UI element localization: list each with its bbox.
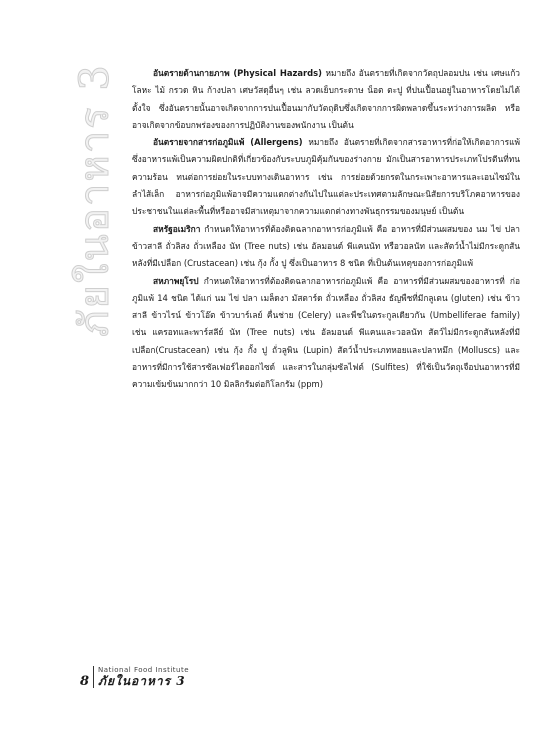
side-watermark-text: ภัยในอาหาร 3: [72, 63, 119, 337]
paragraph-allergens: [132, 134, 520, 220]
paragraph-text: หมายถึง อันตรายที่เกิดจากสารอาหารที่ก่อให้เกิดอาการแพ้ ซึ่งอาหารแพ้เป็นความผิดปกติที่เกี่ยวข้องกับระบบภูมิคุ้มกันของร่างกาย มักเป็นสารอาหารประเภทโปรตีนที่ทนความร้อน ทนต่อการย่อยในระบบทางเดินอาหาร เช่น การย่อยด้วยกรดในกระเพาะอาหารและเอนไซม์ในลำไส้เล็ก อาหารก่อภูมิแพ้อาจมีความแตกต่างกันไปในแต่ละประเทศตามลักษณะนิสัยการบริโภคอาหารของประชาชนในแต่ละพื้นที่หรืออาจมีสาเหตุมาจากความแตกต่างทางพันธุกรรมของมนุษย์ เป็นต้น: [132, 137, 520, 217]
paragraph-heading: อันตรายด้านกายภาพ (Physical Hazards): [153, 68, 322, 78]
article-body: [132, 65, 520, 394]
paragraph-text: กำหนดให้อาหารที่ต้องติดฉลากอาหารก่อภูมิแพ้ คือ อาหารที่มีส่วนผสมของ นม ไข่ ปลา ข้าวสาลี ถั่วลิสง ถั่วเหลือง นัท (Tree nuts) เช่น อัลมอนด์ พีแคนนัท หรือวอลนัท และสัตว์น้ำไม่มีกระดูกสันหลังที่มีเปลือก (Crustacean) เช่น กุ้ง กั้ง ปู ซึ่งเป็นอาหาร 8 ชนิด ที่เป็นต้นเหตุของการก่อภูมิแพ้: [132, 223, 520, 269]
paragraph-eu: [132, 273, 520, 394]
paragraph-usa: [132, 221, 520, 273]
footer-divider: [93, 666, 94, 688]
paragraph-heading: อันตรายจากสารก่อภูมิแพ้ (Allergens): [153, 137, 303, 148]
paragraph-physical-hazards: [132, 65, 520, 134]
paragraph-text: หมายถึง อันตรายที่เกิดจากวัตถุปลอมปน เช่น เศษแก้ว โลหะ ไม้ กรวด หิน ก้างปลา เศษวัสดุอื่นๆ เช่น ลวดเย็บกระดาษ น็อต ตะปู ที่ปนเปื้อนอยู่ในอาหารโดยไม่ได้ตั้งใจ ซึ่งอันตรายนั้นอาจเกิดจากการปนเปื้อนมากับวัตถุดิบซึ่งเกิดจากการผิดพลาดขึ้นระหว่างการผลิต หรืออาจเกิดจากข้อบกพร่องของการปฏิบัติงานของพนักงาน เป็นต้น: [132, 68, 521, 130]
side-watermark: [68, 63, 120, 337]
institute-name: National Food Institute: [98, 666, 190, 675]
paragraph-text: กำหนดให้อาหารที่ต้องติดฉลากอาหารก่อภูมิแพ้ คือ อาหารที่มีส่วนผสมของอาหารที่ ก่อภูมิแพ้ 14 ชนิด ได้แก่ นม ไข่ ปลา เมล็ดงา มัสตาร์ด ถั่วเหลือง ถั่วลิสง ธัญพืชที่มีกลูเตน (gluten) เช่น ข้าวสาลี ข้าวไรน์ ข้าวโอ๊ต ข้าวบาร์เลย์ คื่นช่าย (Celery) และพืชในตระกูลเดียวกัน (Umbelliferae family) เช่น แครอทและพาร์สลีย์ นัท (Tree nuts) เช่น อัลมอนด์ พีแคนและวอลนัท สัตว์ไม่มีกระดูกสันหลังที่มีเปลือก(Crustacean) เช่น กุ้ง กั้ง ปู ถั่วลูพิน (Lupin) สัตว์น้ำประเภทหอยและปลาหมึก (Molluscs) และอาหารที่มีการใช้สารซัลเฟอร์ไดออกไซด์ และสารในกลุ่มซัลไฟต์ (Sulfites) ที่ใช้เป็นวัตถุเจือปนอาหารที่มีความเข้มข้นมากกว่า 10 มิลลิกรัมต่อกิโลกรัม (ppm): [132, 275, 520, 390]
paragraph-heading: สหภาพยุโรป: [153, 275, 199, 286]
publication-title: ภัยในอาหาร 3: [98, 673, 186, 688]
publication-info: [98, 666, 189, 688]
page-footer: [80, 666, 189, 688]
paragraph-heading: สหรัฐอเมริกา: [153, 223, 201, 234]
page-number: 8: [80, 674, 90, 689]
